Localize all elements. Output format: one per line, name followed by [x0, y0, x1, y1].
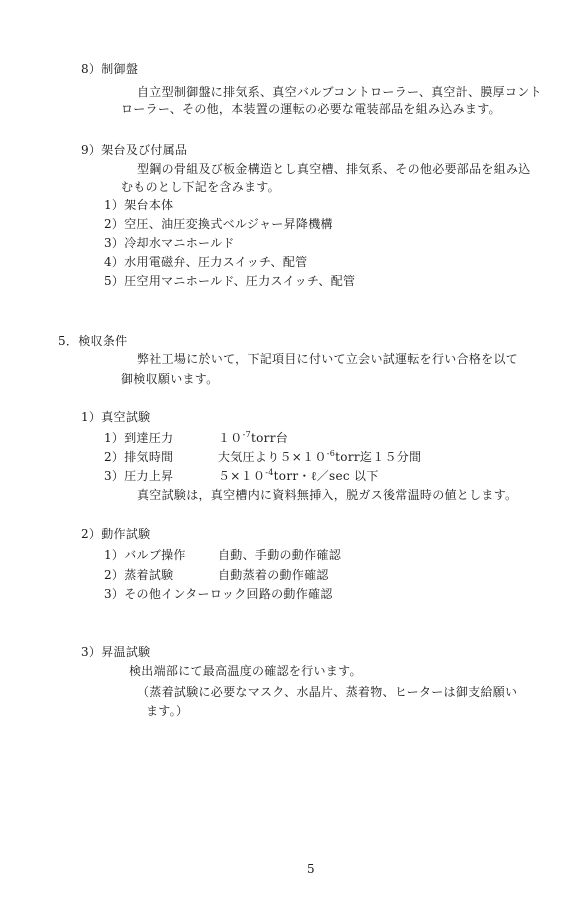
temperature-test-heading: 3）昇温試験 [81, 645, 151, 659]
section-5-heading: 5．検収条件 [58, 334, 128, 348]
vacuum-row-label: 3）圧力上昇 [104, 469, 174, 483]
vacuum-row-label: 2）排気時間 [104, 450, 174, 464]
section-5-intro-line1: 弊社工場に於いて，下記項目に付いて立会い試運転を行い合格を以て [137, 352, 519, 366]
operation-row-label: 2）蒸着試験 [104, 568, 174, 582]
temperature-test-line3: ます。） [146, 704, 189, 718]
section-8-body-line1: 自立型制御盤に排気系、真空バルブコントローラー、真空計、膜厚コント [137, 85, 542, 99]
operation-row-label: 1）バルブ操作 [104, 548, 186, 562]
section-9-item: 3）冷却水マニホールド [104, 236, 235, 250]
section-8-body-line2: ローラー、その他，本装置の運転の必要な電装部品を組み込みます。 [121, 102, 501, 116]
section-9-heading: 9）架台及び付属品 [81, 143, 188, 157]
section-5-intro-line2: 御検収願います。 [121, 372, 219, 386]
page-number: 5 [307, 862, 315, 876]
temperature-test-line2: （蒸着試験に必要なマスク、水晶片、蒸着物、ヒーターは御支給願い [137, 685, 518, 699]
vacuum-row-value: $5\times 10^{-4}torr$・ℓ／sec 以下 [218, 468, 379, 483]
section-9-item: 2）空圧、油圧変換式ベルジャー昇降機構 [104, 217, 333, 231]
vacuum-row-label: 1）到達圧力 [104, 431, 174, 445]
vacuum-row-value: $10^{-7}torr$台 [218, 430, 289, 445]
section-8-heading: 8）制御盤 [81, 62, 139, 76]
section-9-item: 1）架台本体 [104, 198, 174, 212]
operation-test-heading: 2）動作試験 [81, 527, 151, 541]
operation-row-value: 自動、手動の動作確認 [218, 548, 342, 562]
vacuum-test-note: 真空試験は，真空槽内に資料無挿入，脱ガス後常温時の値とします。 [137, 488, 518, 502]
temperature-test-line1: 検出端部にて最高温度の確認を行います。 [129, 664, 362, 678]
section-9-body-line1: 型鋼の骨組及び板金構造とし真空槽、排気系、その他必要部品を組み込 [137, 162, 531, 176]
section-9-item: 4）水用電磁弁、圧力スイッチ、配管 [104, 255, 308, 269]
vacuum-row-value: 大気圧より$5\times 10^{-6}torr$迄１５分間 [218, 449, 422, 464]
vacuum-test-heading: 1）真空試験 [81, 410, 151, 424]
section-9-item: 5）圧空用マニホールド、圧力スイッチ、配管 [104, 274, 356, 288]
operation-row-value: 自動蒸着の動作確認 [218, 568, 329, 582]
section-9-body-line2: むものとし下記を含みます。 [121, 180, 280, 194]
operation-row-label: 3）その他インターロック回路の動作確認 [104, 587, 333, 601]
